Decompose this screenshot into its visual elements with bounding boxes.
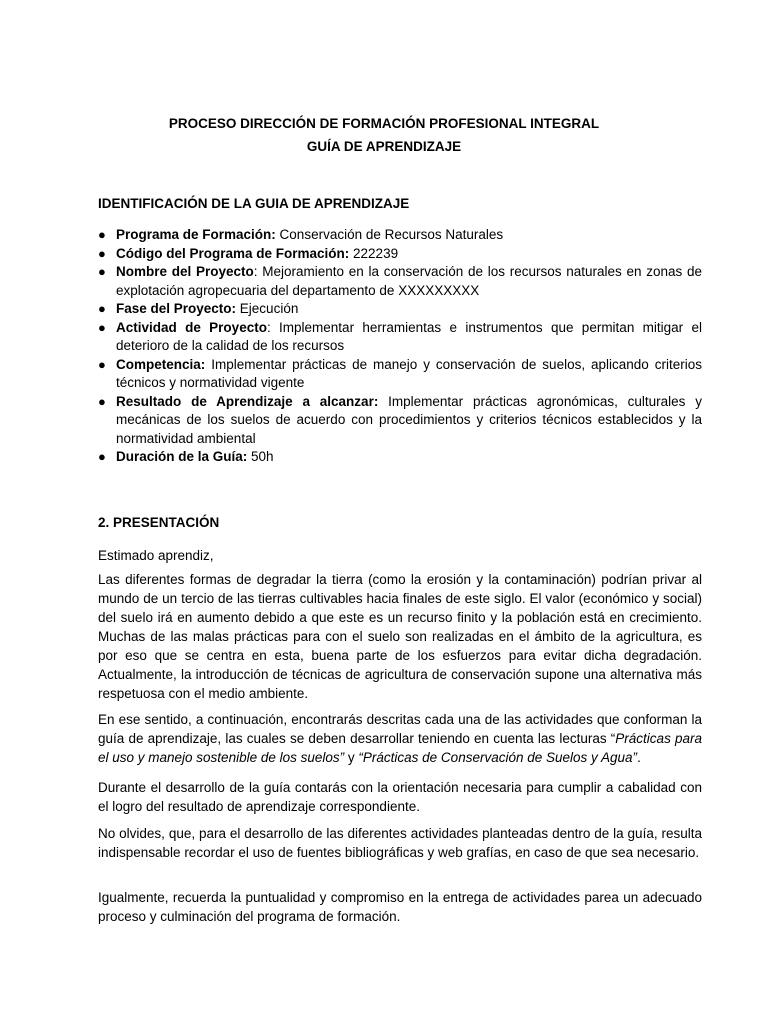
item-value: Ejecución (236, 301, 299, 316)
paragraph-4-text: No olvides, que, para el desarrollo de las diferentes actividades planteadas dentro de la guía, resulta indispensable recordar el uso de fuentes bibliográficas y web grafías, en caso de que sea necesario. (98, 826, 702, 860)
bullet-icon: ● (98, 356, 106, 372)
paragraph-1 (98, 570, 702, 703)
bullet-icon: ● (98, 301, 106, 316)
presentation-section-title: 2. PRESENTACIÓN (98, 515, 220, 530)
list-item (98, 393, 702, 449)
list-item (98, 300, 702, 319)
item-value: Implementar prácticas agronómicas, culturales y mecánicas de los suelos de acuerdo con procedimientos y criterios técnicos establecidos y la normatividad ambiental (116, 393, 702, 446)
item-label: Fase del Proyecto: (116, 301, 237, 316)
greeting-text: Estimado aprendiz, (98, 548, 214, 563)
list-item (98, 226, 702, 245)
bullet-icon: ● (98, 393, 106, 409)
item-value: Implementar prácticas de manejo y conservación de suelos, aplicando criterios técnicos y normatividad vigente (116, 356, 702, 390)
item-label: Actividad de Proyecto (116, 319, 267, 335)
paragraph-2-end: . (637, 750, 641, 765)
item-value: : Mejoramiento en la conservación de los recursos naturales en zonas de explotación agropecuaria del departamento de XXXXXXXXX (116, 264, 702, 298)
item-label: Nombre del Proyecto (116, 264, 254, 279)
list-item (98, 356, 702, 393)
paragraph-2-mid: y (344, 750, 359, 765)
paragraph-3-text: Durante el desarrollo de la guía contarás con la orientación necesaria para cumplir a cabalidad con el logro del resultado de aprendizaje correspondiente. (98, 780, 702, 814)
list-item (98, 448, 702, 467)
list-item (98, 319, 702, 356)
paragraph-5-text: Igualmente, recuerda la puntualidad y compromiso en la entrega de actividades parea un adecuado proceso y culminación del programa de formación. (98, 890, 702, 924)
document-header-line1: PROCESO DIRECCIÓN DE FORMACIÓN PROFESIONAL INTEGRAL (168, 116, 600, 131)
item-label: Competencia: (116, 356, 206, 372)
bullet-icon: ● (98, 319, 106, 335)
paragraph-1-text: Las diferentes formas de degradar la tierra (como la erosión y la contaminación) podrían privar al mundo de un tercio de las tierras cultivables hacia finales de este siglo. El valor (económico y social) del suelo irá en aumento debido a que este es un recurso finito y la población está en crecimiento. Muchas de las malas prácticas para con el suelo son realizadas en el ámbito de la agricultura, es por eso que se centra en esta, buena parte de los esfuerzos para evitar dicha degradación. Actualmente, la introducción de técnicas de agricultura de conservación supone una alternativa más respetuosa con el medio ambiente. (98, 572, 702, 701)
bullet-icon: ● (98, 264, 106, 279)
item-value: 50h (247, 449, 274, 464)
reading-title-2: “Prácticas de Conservación de Suelos y Agua” (358, 750, 638, 765)
item-value: Conservación de Recursos Naturales (275, 227, 504, 242)
bullet-icon: ● (98, 227, 106, 242)
paragraph-2-start: En ese sentido, a continuación, encontrarás descritas cada una de las actividades que conforman la guía de aprendizaje, las cuales se deben desarrollar teniendo en cuenta las lecturas “ (98, 712, 702, 746)
bullet-icon: ● (98, 245, 106, 261)
identification-section-title: IDENTIFICACIÓN DE LA GUIA DE APRENDIZAJE (98, 196, 410, 211)
item-label: Resultado de Aprendizaje a alcanzar: (116, 393, 379, 409)
greeting-paragraph (98, 546, 702, 565)
paragraph-3 (98, 778, 702, 816)
item-label: Duración de la Guía: (116, 449, 248, 464)
paragraph-2 (98, 710, 702, 767)
document-header-line2: GUÍA DE APRENDIZAJE (306, 139, 462, 154)
item-label: Programa de Formación: (116, 227, 276, 242)
list-item (98, 263, 702, 300)
identification-list (98, 226, 702, 467)
item-label: Código del Programa de Formación: (116, 245, 350, 261)
paragraph-2-text (98, 710, 702, 767)
paragraph-5 (98, 888, 702, 926)
item-value: 222239 (349, 245, 399, 261)
item-value: : Implementar herramientas e instrumentos que permitan mitigar el deterioro de la calidad de los recursos (116, 319, 702, 353)
paragraph-4 (98, 824, 702, 862)
list-item (98, 245, 702, 264)
reading-title-1: Prácticas para el uso y manejo sostenible de los suelos” (98, 731, 703, 765)
bullet-icon: ● (98, 449, 106, 464)
